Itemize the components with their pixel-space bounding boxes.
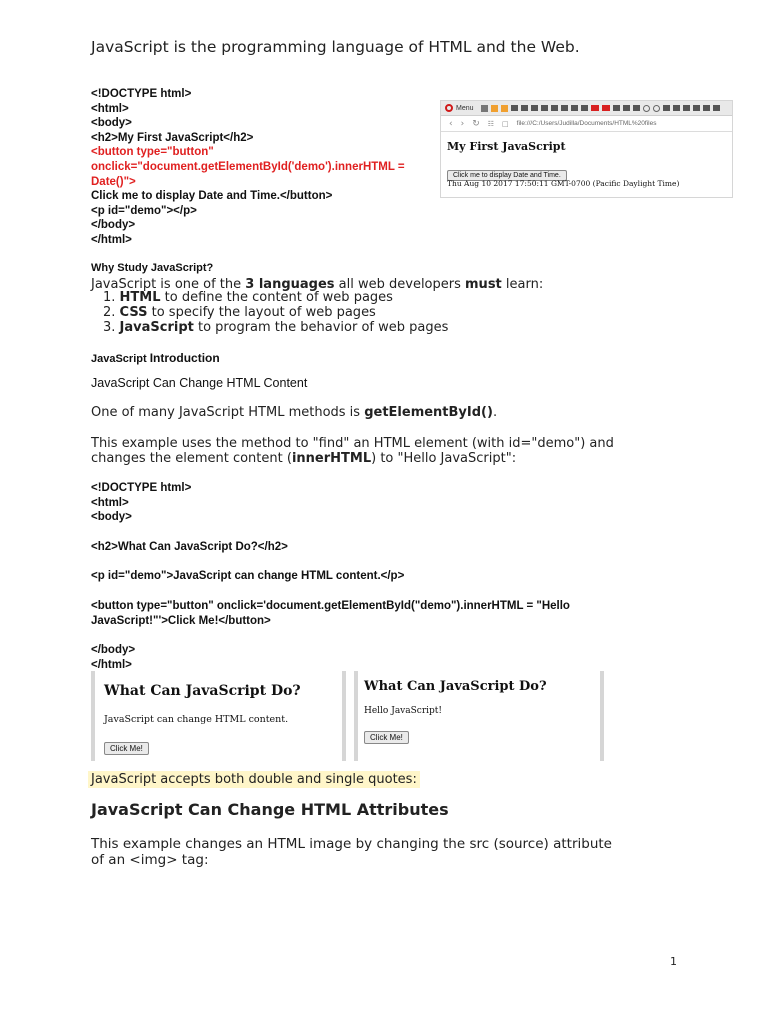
demo-heading: What Can JavaScript Do? — [104, 683, 301, 699]
youtube-icon — [591, 105, 599, 111]
introduction-prefix: JavaScript — [91, 353, 150, 365]
folder-icon — [581, 105, 588, 111]
why-heading: Why Study JavaScript? — [91, 262, 214, 274]
methods-text: . — [492, 405, 498, 420]
code-block-2 — [91, 481, 570, 672]
example-strong: innerHTML — [291, 451, 372, 466]
why-text: JavaScript is one of the — [91, 277, 246, 292]
languages-list — [103, 290, 448, 335]
list-strong: JavaScript — [119, 320, 194, 335]
code-line: Click me to display Date and Time.</button> — [91, 190, 333, 203]
list-strong: HTML — [119, 290, 161, 305]
browser-date-output: Thu Aug 10 2017 17:50:11 GMT-0700 (Pacific Daylight Time) — [447, 179, 680, 188]
code-line-highlight: onclick="document.getElementById('demo').innerHTML = — [91, 160, 405, 173]
demo-text: JavaScript can change HTML content. — [104, 714, 289, 725]
globe-icon — [643, 105, 650, 112]
speed-dial-icon — [481, 105, 488, 112]
code-block-1 — [91, 87, 405, 248]
folder-icon — [633, 105, 640, 111]
code-line: <body> — [91, 511, 132, 524]
intro-paragraph: JavaScript is the programming language of HTML and the Web. — [91, 38, 580, 56]
attributes-line: This example changes an HTML image by changing the src (source) attribute — [91, 836, 612, 852]
back-icon[interactable]: ‹ — [449, 118, 453, 129]
list-text: to specify the layout of web pages — [147, 305, 376, 320]
opera-logo-icon — [445, 104, 453, 112]
list-number: 3. — [103, 320, 116, 335]
code-line: </body> — [91, 219, 136, 232]
folder-icon — [511, 105, 518, 111]
attributes-heading: JavaScript Can Change HTML Attributes — [91, 800, 449, 819]
code-line: <button type="button" onclick='document.getElementById("demo").innerHTML = "Hello — [91, 599, 570, 612]
list-text: to program the behavior of web pages — [193, 320, 449, 335]
quotes-note — [88, 772, 420, 787]
list-text: to define the content of web pages — [160, 290, 393, 305]
example-paragraph — [91, 436, 614, 466]
code-line: </body> — [91, 644, 136, 657]
folder-icon — [551, 105, 558, 111]
folder-icon — [541, 105, 548, 111]
menu-label: Menu — [456, 104, 474, 112]
methods-paragraph — [91, 405, 497, 420]
code-line: <h2>My First JavaScript</h2> — [91, 131, 254, 144]
folder-icon — [521, 105, 528, 111]
introduction-word: Introduction — [149, 351, 220, 365]
code-line: <h2>What Can JavaScript Do?</h2> — [91, 540, 288, 553]
code-line: </html> — [91, 658, 132, 671]
folder-icon — [613, 105, 620, 111]
folder-icon — [531, 105, 538, 111]
click-me-button[interactable]: Click Me! — [104, 742, 149, 755]
display-date-button[interactable]: Click me to display Date and Time. — [447, 170, 567, 181]
page-number: 1 — [670, 955, 677, 968]
browser-toolbar — [441, 101, 732, 116]
can-change-content-heading: JavaScript Can Change HTML Content — [91, 376, 308, 390]
bookmark-icon — [491, 105, 498, 112]
demo-after-screenshot — [354, 671, 604, 761]
list-item — [103, 305, 448, 320]
code-line: <html> — [91, 496, 129, 509]
list-strong: CSS — [119, 305, 148, 320]
forward-icon[interactable]: › — [460, 118, 465, 129]
list-item — [103, 320, 448, 335]
code-line: <!DOCTYPE html> — [91, 88, 192, 100]
methods-text: One of many JavaScript HTML methods is — [91, 405, 365, 420]
list-number: 2. — [103, 305, 116, 320]
list-number: 1. — [103, 290, 116, 305]
reload-icon[interactable]: ↻ — [472, 118, 480, 129]
highlighted-text: JavaScript accepts both double and single quotes: — [88, 771, 420, 788]
attributes-paragraph — [91, 836, 612, 868]
folder-icon — [663, 105, 670, 111]
code-line: <body> — [91, 117, 132, 130]
introduction-heading — [91, 351, 220, 365]
folder-icon — [673, 105, 680, 111]
address-bar — [441, 116, 732, 132]
code-line-highlight: Date()"> — [91, 175, 136, 188]
folder-icon — [571, 105, 578, 111]
click-me-button[interactable]: Click Me! — [364, 731, 409, 744]
demo-heading: What Can JavaScript Do? — [364, 679, 547, 694]
list-item — [103, 290, 448, 305]
folder-icon — [561, 105, 568, 111]
folder-icon — [683, 105, 690, 111]
why-text: all web developers — [334, 277, 466, 292]
folder-icon — [713, 105, 720, 111]
folder-icon — [703, 105, 710, 111]
demo-text: Hello JavaScript! — [364, 706, 443, 716]
why-strong: must — [465, 277, 502, 292]
code-line: JavaScript!"'>Click Me!</button> — [91, 614, 271, 627]
browser-screenshot — [440, 100, 733, 198]
why-text: learn: — [501, 277, 544, 292]
folder-icon — [623, 105, 630, 111]
youtube-icon — [602, 105, 610, 111]
code-line: <p id="demo"></p> — [91, 204, 197, 217]
why-strong: 3 languages — [245, 277, 335, 292]
globe-icon — [653, 105, 660, 112]
example-text: changes the element content ( — [91, 451, 292, 466]
methods-strong: getElementById() — [364, 405, 493, 420]
example-text: ) to "Hello JavaScript": — [371, 451, 517, 466]
url-field[interactable]: file:///C:/Users/Judilla/Documents/HTML%20files — [516, 120, 657, 127]
folder-icon — [693, 105, 700, 111]
code-line: <!DOCTYPE html> — [91, 482, 192, 494]
page-icon: □ — [502, 119, 509, 128]
demo-before-screenshot — [91, 671, 346, 761]
code-line: </html> — [91, 233, 132, 246]
bookmark-icon — [501, 105, 508, 112]
browser-page-heading: My First JavaScript — [447, 140, 566, 153]
example-line: This example uses the method to "find" an HTML element (with id="demo") and — [91, 436, 614, 451]
code-line-highlight: <button type="button" — [91, 146, 214, 159]
code-line: <p id="demo">JavaScript can change HTML content.</p> — [91, 570, 405, 583]
tabs-grid-icon[interactable]: ☷ — [487, 119, 495, 128]
code-line: <html> — [91, 102, 129, 115]
attributes-line: of an <img> tag: — [91, 852, 209, 868]
